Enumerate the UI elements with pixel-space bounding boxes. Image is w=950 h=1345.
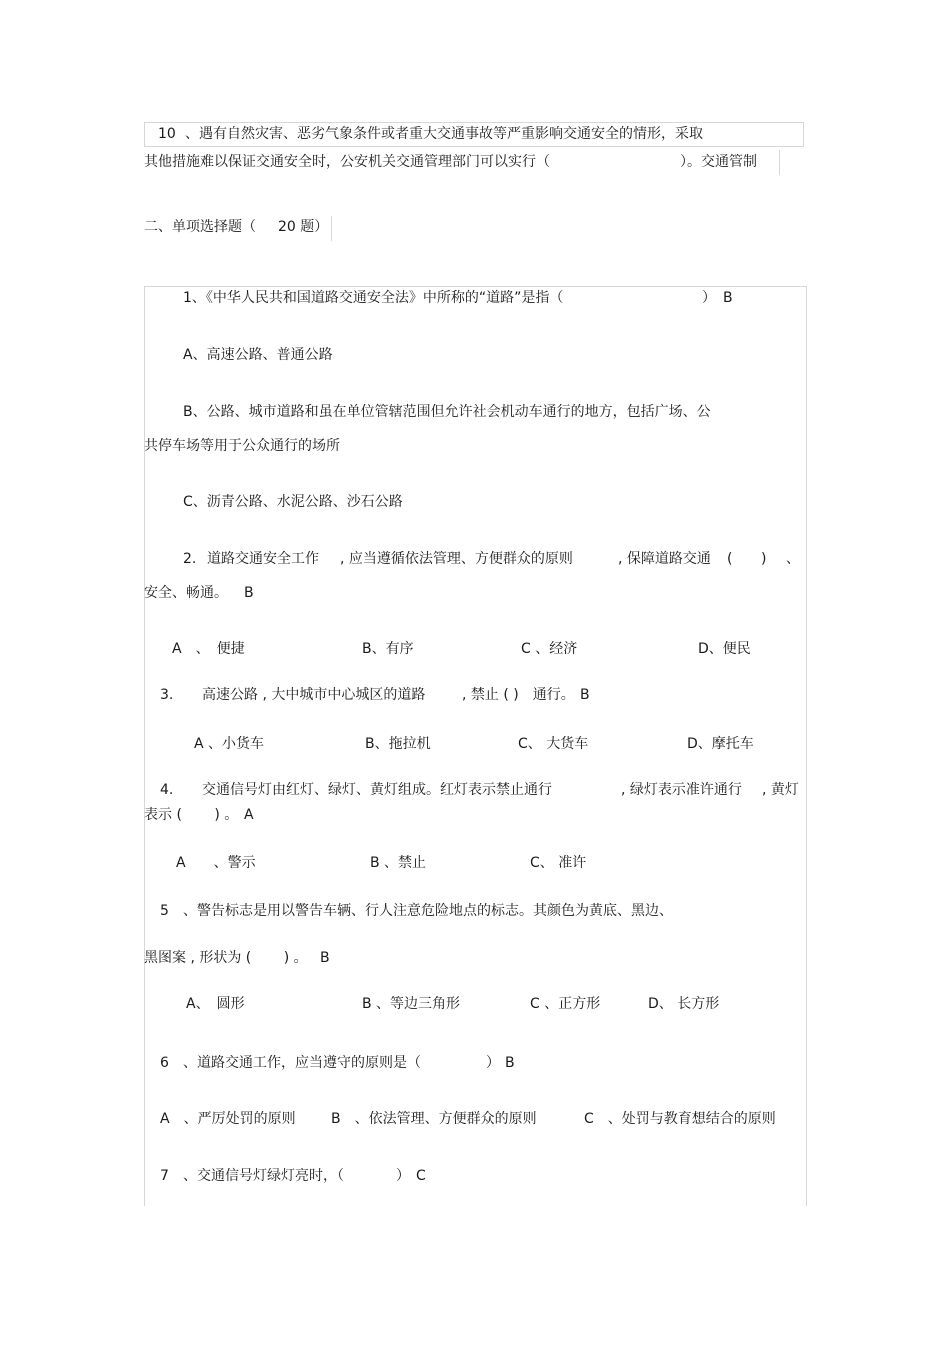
section-heading-count: 20 题）	[278, 219, 329, 235]
q5-option-b: B 、等边三角形	[362, 996, 461, 1012]
q5-answer: B	[320, 950, 330, 966]
q1-option-b-line2: 共停车场等用于公众通行的场所	[144, 438, 340, 454]
q3-option-d: D、摩托车	[687, 736, 754, 752]
q1-option-a: A、高速公路、普通公路	[183, 347, 333, 363]
q4-stem-b: , 绿灯表示准许通行	[621, 782, 742, 798]
q2-stem-c: , 保障道路交通	[618, 551, 711, 567]
q5-number: 5	[160, 903, 169, 919]
q5-option-a: A、 圆形	[186, 996, 245, 1012]
q4-stem-a: 交通信号灯由红灯、绿灯、黄灯组成。红灯表示禁止通行	[202, 782, 552, 798]
q7-stem-a: 、交通信号灯绿灯亮时，（	[183, 1168, 344, 1184]
q6-option-c: C 、处罚与教育想结合的原则	[584, 1111, 776, 1127]
q2-stem-d: (	[727, 551, 733, 567]
q6-answer: B	[505, 1055, 515, 1071]
q4-stem-c: , 黄灯	[762, 782, 799, 798]
q1-answer: B	[723, 290, 733, 306]
q2-option-d: D、便民	[698, 641, 751, 657]
q10-line2-divider	[779, 150, 780, 175]
q3-option-c: C、 大货车	[518, 736, 589, 752]
q2-number: 2.	[183, 551, 197, 567]
section-heading: 二、单项选择题（	[144, 219, 256, 235]
q10-text-line1: 、遇有自然灾害、恶劣气象条件或者重大交通事故等严重影响交通安全的情形，采取	[185, 126, 703, 142]
q2-answer: B	[244, 585, 254, 601]
q6-stem-a: 、道路交通工作，应当遵守的原则是（	[183, 1055, 421, 1071]
q4-option-b: B 、禁止	[370, 855, 427, 871]
q4-option-c: C、 准许	[530, 855, 587, 871]
q5-stem-a: 、警告标志是用以警告车辆、行人注意危险地点的标志。其颜色为黄底、黑边、	[183, 903, 673, 919]
q10-text-line2: 其他措施难以保证交通安全时，公安机关交通管理部门可以实行（	[144, 154, 550, 170]
q6-option-b: B 、依法管理、方便群众的原则	[331, 1111, 537, 1127]
q10-number: 10	[158, 126, 176, 142]
q4-line2: 表示 ( ) 。	[144, 807, 239, 823]
q2-stem-b: , 应当遵循依法管理、方便群众的原则	[340, 551, 573, 567]
q3-option-a: A 、小货车	[194, 736, 265, 752]
q6-option-a: A 、严厉处罚的原则	[160, 1111, 296, 1127]
q2-option-c: C 、经济	[521, 641, 578, 657]
q7-answer: C	[416, 1168, 426, 1184]
q2-option-b: B、有序	[362, 641, 414, 657]
q5-line2: 黑图案 , 形状为 ( ) 。	[144, 950, 308, 966]
q3-number: 3.	[160, 687, 174, 703]
q10-text-line2-end: ）。交通管制	[680, 154, 757, 170]
q7-stem-end: ）	[396, 1168, 410, 1184]
section-heading-divider	[331, 216, 332, 241]
q7-number: 7	[160, 1168, 169, 1184]
q6-number: 6	[160, 1055, 169, 1071]
q5-option-c: C 、正方形	[530, 996, 601, 1012]
q2-stem-f: 、	[786, 551, 800, 567]
q1-option-c: C、沥青公路、水泥公路、沙石公路	[183, 494, 403, 510]
q2-stem-a: 道路交通安全工作	[207, 551, 319, 567]
q3-option-b: B、拖拉机	[365, 736, 431, 752]
q2-stem-e: )	[761, 551, 767, 567]
q1-stem: 1、《中华人民共和国道路交通安全法》中所称的“道路”是指（	[183, 290, 564, 306]
q4-option-a: A 、警示	[176, 855, 256, 871]
q4-number: 4.	[160, 782, 174, 798]
q2-option-a: A 、 便捷	[172, 641, 245, 657]
q2-line2: 安全、畅通。	[144, 585, 228, 601]
q1-option-b-line1: B、公路、城市道路和虽在单位管辖范围但允许社会机动车通行的地方，包括广场、公	[183, 404, 711, 420]
q3-stem-b: , 禁止 ( ) 通行。	[462, 687, 575, 703]
q6-stem-end: ）	[486, 1055, 500, 1071]
q5-option-d: D、 长方形	[648, 996, 720, 1012]
q1-stem-end: ）	[702, 290, 716, 306]
q3-stem-a: 高速公路 , 大中城市中心城区的道路	[202, 687, 426, 703]
q4-answer: A	[244, 807, 254, 823]
q3-answer: B	[580, 687, 590, 703]
